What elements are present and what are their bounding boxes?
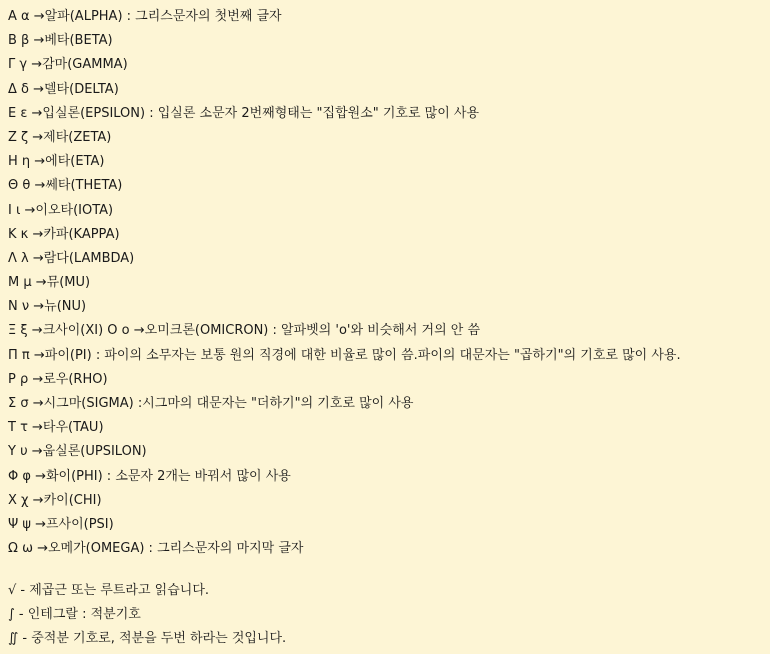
greek-letter-list [8, 5, 770, 561]
section-spacer [8, 561, 770, 579]
greek-letter-psi: Ψ ψ →프사이(PSI) [8, 516, 114, 532]
greek-letter-zeta: Z ζ →제타(ZETA) [8, 129, 112, 145]
greek-letter-chi: X χ →카이(CHI) [8, 492, 102, 508]
greek-letter-alpha: A α →알파(ALPHA) : 그리스문자의 첫번째 글자 [8, 9, 282, 24]
greek-letter-phi: Φ φ →화이(PHI) : 소문자 2개는 바꿔서 많이 사용 [8, 468, 291, 484]
greek-letter-eta: H η →에타(ETA) [8, 154, 105, 170]
greek-letter-xi-omicron: Ξ ξ →크사이(XI) O ο →오미크론(OMICRON) : 알파벳의 'o'와 비슷해서 거의 안 씀 [8, 323, 481, 339]
greek-letter-epsilon: E ε →입실론(EPSILON) : 입실론 소문자 2번째형태는 "집합원소" 기호로 많이 사용 [8, 105, 480, 121]
greek-letter-iota: I ι →이오타(IOTA) [8, 202, 114, 218]
greek-letter-pi: Π π →파이(PI) : 파이의 소무자는 보통 원의 직경에 대한 비율로 많이 씀.파이의 대문자는 "곱하기"의 기호로 많이 사용. [8, 347, 681, 363]
greek-letter-delta: Δ δ →델타(DELTA) [8, 81, 119, 97]
greek-letter-sigma: Σ σ →시그마(SIGMA) :시그마의 대문자는 "더하기"의 기호로 많이 사용 [8, 396, 414, 411]
note-square-root: √ - 제곱근 또는 루트라고 읽습니다. [8, 583, 210, 599]
greek-letter-theta: Θ θ →쎄타(THETA) [8, 178, 123, 194]
greek-letter-tau: T τ →타우(TAU) [8, 420, 104, 436]
greek-letter-mu: M μ →뮤(MU) [8, 275, 91, 291]
greek-letter-gamma: Γ γ →감마(GAMMA) [8, 57, 128, 73]
note-integral: ∫ - 인테그랄 : 적분기호 [8, 607, 141, 623]
greek-letter-rho: P ρ →로우(RHO) [8, 371, 108, 387]
greek-letter-nu: N ν →뉴(NU) [8, 299, 87, 315]
greek-letter-lambda: Λ λ →람다(LAMBDA) [8, 250, 135, 266]
math-symbol-notes [8, 579, 770, 651]
greek-letter-kappa: K κ →카파(KAPPA) [8, 226, 120, 242]
greek-letter-upsilon: Y υ →웁실론(UPSILON) [8, 444, 147, 460]
greek-letter-beta: B β →베타(BETA) [8, 33, 113, 49]
greek-letter-omega: Ω ω →오메가(OMEGA) : 그리스문자의 마지막 글자 [8, 541, 304, 557]
note-double-integral: ∬ - 중적분 기호로, 적분을 두번 하라는 것입니다. [8, 631, 287, 647]
